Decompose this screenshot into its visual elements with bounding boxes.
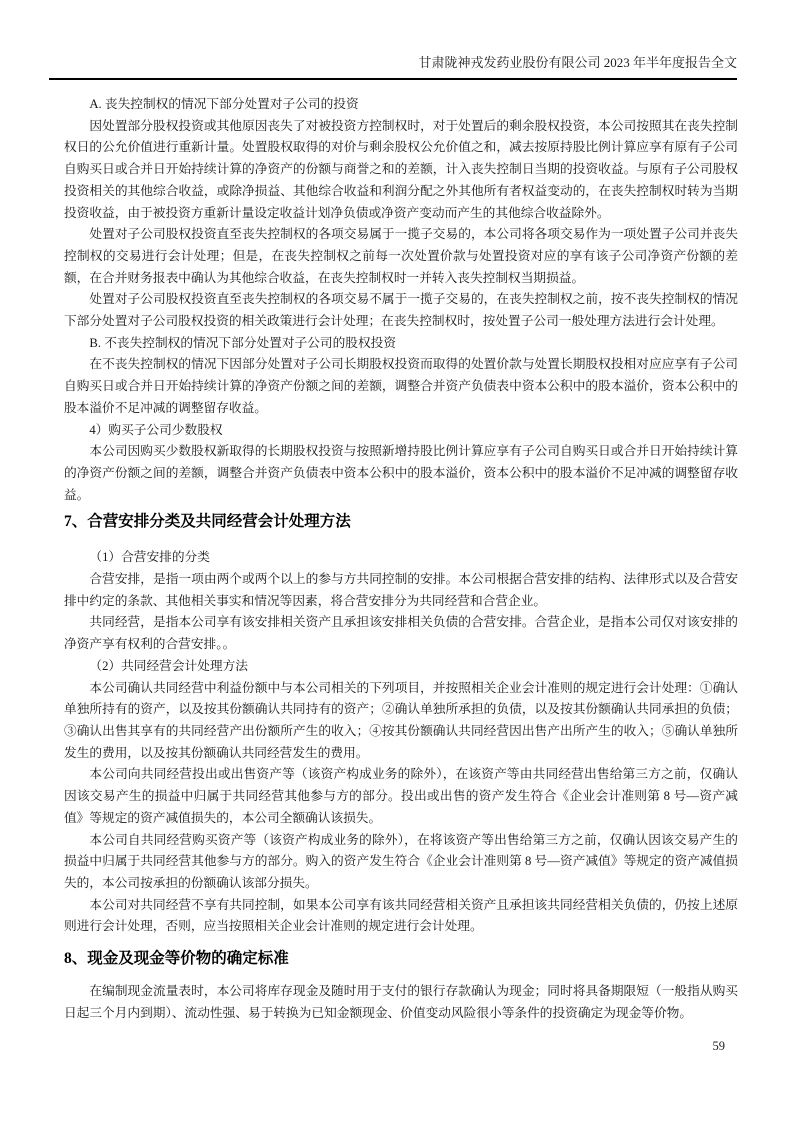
paragraph-joint-operation-definition: 共同经营，是指本公司享有该安排相关资产且承担该安排相关负债的合营安排。合营企业，是指本公司仅对该安排的净资产享有权利的合营安排。。 xyxy=(64,615,738,652)
page-header-title: 甘肃陇神戎发药业股份有限公司 2023 年半年度报告全文 xyxy=(49,55,737,80)
paragraph-joint-operation-accounting: 本公司确认共同经营中利益份额中与本公司相关的下列项目，并按照相关企业会计准则的规定进行会计处理：①确认单独所持有的资产，以及按其份额确认共同持有的资产；②确认单独所承担的负债，以及按其份额确认共同承担的负债；③确认出售其享有的共同经营产出份额所产生的收入；④按其份额确认共同经营因出售产出所产生的收入；⑤确认单独所发生的费用，以及按其份额确认共同经营发生的费用。 xyxy=(64,680,738,760)
page-number: 59 xyxy=(712,1039,725,1053)
paragraph-package-deal: 处置对子公司股权投资直至丧失控制权的各项交易属于一揽子交易的，本公司将各项交易作为一项处置子公司并丧失控制权的交易进行会计处理；但是，在丧失控制权之前每一次处置价款与处置投资对应的享有该子公司净资产份额的差额，在合并财务报表中确认为其他综合收益，在丧失控制权时一并转入丧失控制权当期损益。 xyxy=(64,227,738,285)
clause-a-heading: A. 丧失控制权的情况下部分处置对子公司的投资 xyxy=(89,97,359,111)
subsection-1-heading: （1）合营安排的分类 xyxy=(89,550,210,565)
paragraph-partial-disposal-no-loss: 在不丧失控制权的情况下因部分处置对子公司长期股权投资而取得的处置价款与处置长期股权投相对应应享有子公司自购买日或合并日开始持续计算的净资产份额之间的差额，调整合并资产负债表中资本公积中的股本溢价，资本公积中的股本溢价不足冲减的调整留存收益。 xyxy=(64,357,738,415)
paragraph-cash-equivalents: 在编制现金流量表时，本公司将库存现金及随时用于支付的银行存款确认为现金；同时将具备期限短（一般指从购买日起三个月内到期）、流动性强、易于转换为已知金额现金、价值变动风险很小等条件的投资确定为现金等价物。 xyxy=(64,984,738,1020)
section-8-heading: 8、现金及现金等价物的确定标准 xyxy=(64,950,289,968)
section-7-heading: 7、合营安排分类及共同经营会计处理方法 xyxy=(64,513,351,531)
paragraph-assets-purchased-from-joint-operation: 本公司自共同经营购买资产等（该资产构成业务的除外），在将该资产等出售给第三方之前，仅确认因该交易产生的损益中归属于共同经营其他参与方的部分。购入的资产发生符合《企业会计准则第 8 号—资产减值》等规定的资产减值损失的，本公司按承担的份额确认该部分损失。 xyxy=(64,832,738,890)
paragraph-no-joint-control: 本公司对共同经营不享有共同控制，如果本公司享有该共同经营相关资产且承担该共同经营相关负债的，仍按上述原则进行会计处理，否则，应当按照相关企业会计准则的规定进行会计处理。 xyxy=(64,897,738,934)
paragraph-joint-arrangement-classification: 合营安排，是指一项由两个或两个以上的参与方共同控制的安排。本公司根据合营安排的结构、法律形式以及合营安排中约定的条款、其他相关事实和情况等因素，将合营安排分为共同经营和合营企业。 xyxy=(64,572,738,608)
paragraph-non-package-deal: 处置对子公司股权投资直至丧失控制权的各项交易不属于一揽子交易的，在丧失控制权之前，按不丧失控制权的情况下部分处置对子公司股权投资的相关政策进行会计处理；在丧失控制权时，按处置子公司一般处理方法进行会计处理。 xyxy=(64,292,738,329)
paragraph-assets-contributed-to-joint-operation: 本公司向共同经营投出或出售资产等（该资产构成业务的除外），在该资产等由共同经营出售给第三方之前，仅确认因该交易产生的损益中归属于共同经营其他参与方的部分。投出或出售的资产发生符合《企业会计准则第 8 号—资产减值》等规定的资产减值损失的，本公司全额确认该损失。 xyxy=(64,767,738,825)
page-content xyxy=(64,94,738,1024)
clause-b-heading: B. 不丧失控制权的情况下部分处置对子公司的股权投资 xyxy=(89,335,397,350)
paragraph-loss-of-control-remeasure: 因处置部分股权投资或其他原因丧失了对被投资方控制权时，对于处置后的剩余股权投资，本公司按照其在丧失控制权日的公允价值进行重新计量。处置股权取得的对价与剩余股权公允价值之和，减去按原持股比例计算应享有原有子公司自购买日或合并日开始持续计算的净资产的份额与商誉之和的差额，计入丧失控制日当期的投资收益。与原有子公司股权投资相关的其他综合收益，或除净损益、其他综合收益和利润分配之外其他所有者权益变动的，在丧失控制权时转为当期投资收益，由于被投资方重新计量设定收益计划净负债或净资产变动而产生的其他综合收益除外。 xyxy=(64,118,738,220)
item-4-minority-interest-heading: 4）购买子公司少数股权 xyxy=(89,422,223,437)
paragraph-minority-purchase: 本公司因购买少数股权新取得的长期股权投资与按照新增持股比例计算应享有子公司自购买日或合并日开始持续计算的净资产份额之间的差额，调整合并资产负债表中资本公积中的股本溢价，资本公积中的股本溢价不足冲减的调整留存收益。 xyxy=(64,444,738,502)
subsection-2-heading: （2）共同经营会计处理方法 xyxy=(89,658,248,673)
